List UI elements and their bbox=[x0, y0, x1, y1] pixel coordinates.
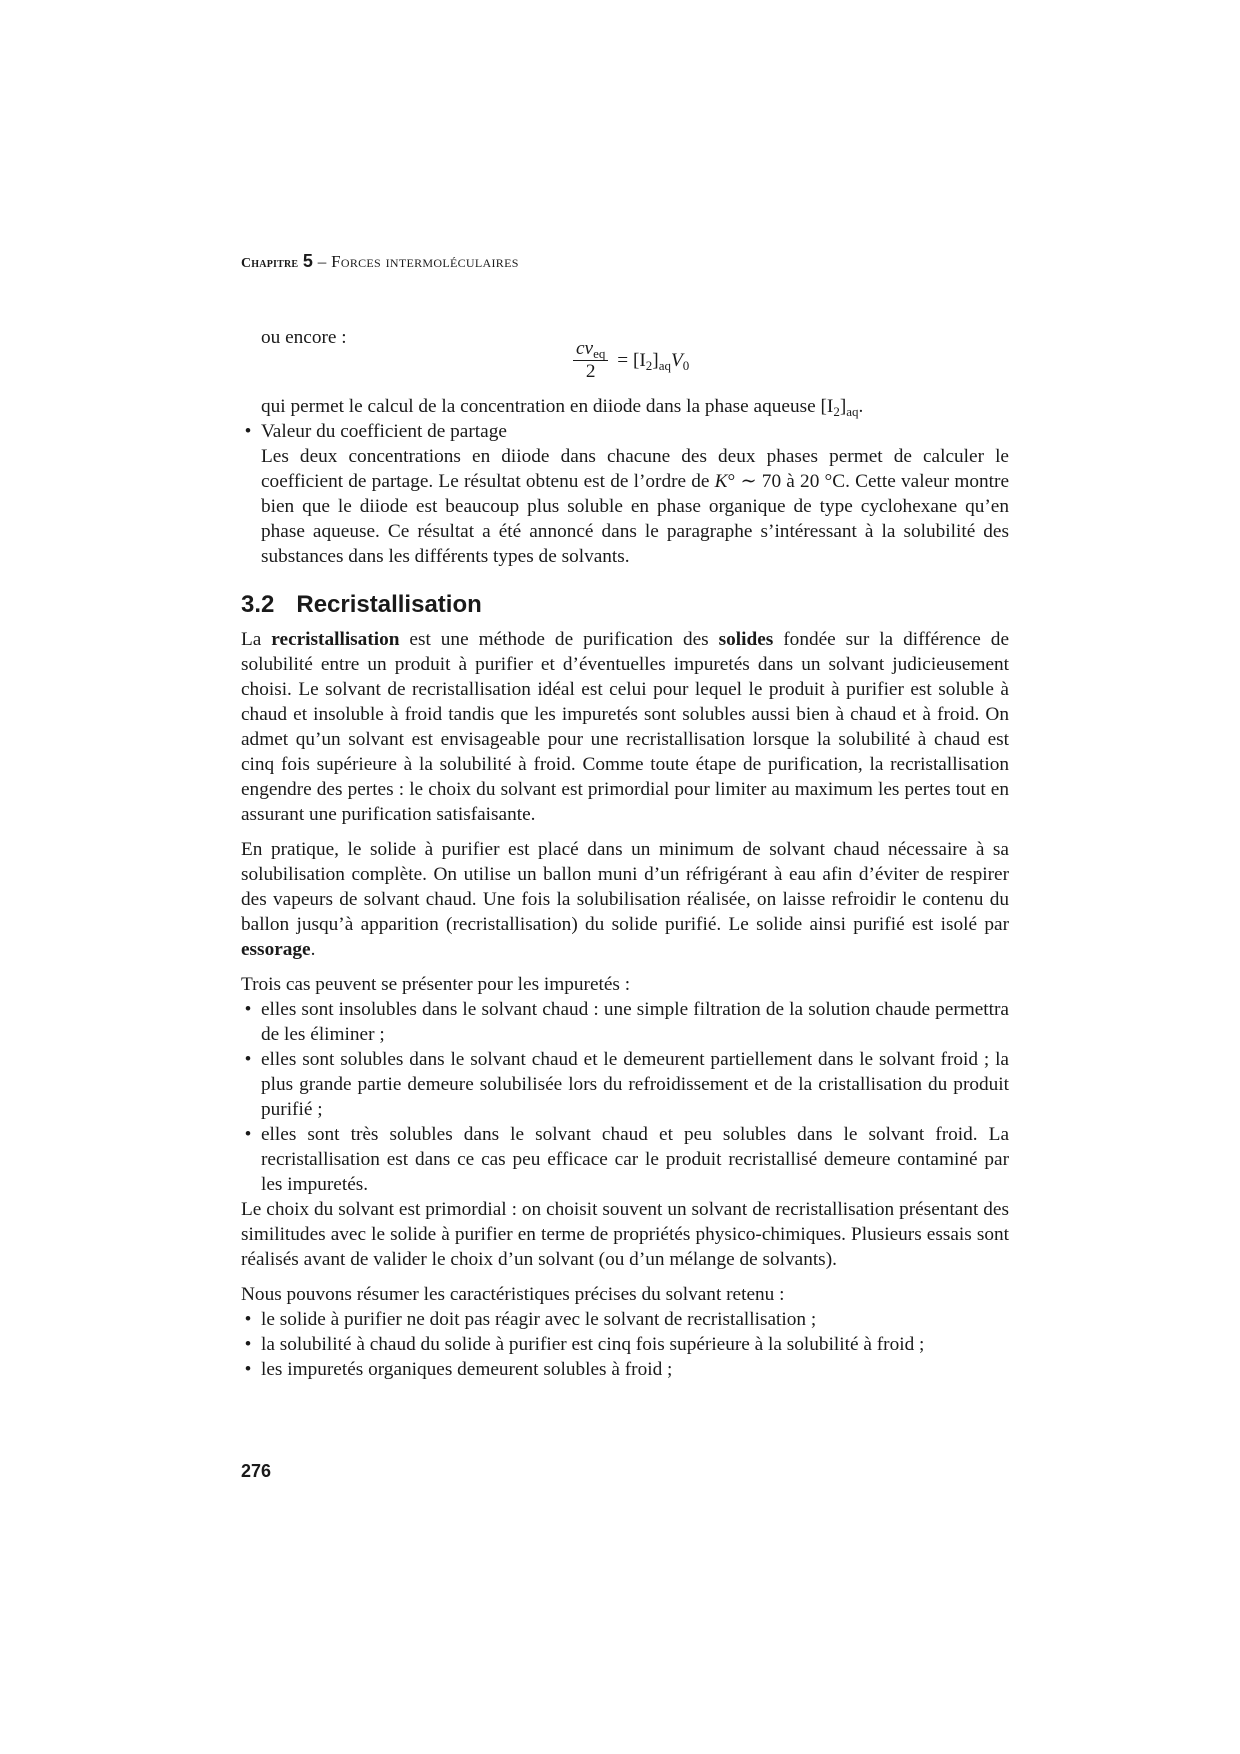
eq-rhs-sub-0: 0 bbox=[682, 358, 690, 373]
list-item: • la solubilité à chaud du solide à purifier est cinq fois supérieure à la solubilité à froid ; bbox=[244, 1334, 925, 1355]
characteristics-intro: Nous pouvons résumer les caractéristiques précises du solvant retenu : bbox=[241, 1284, 785, 1305]
bullet-partage bbox=[241, 419, 1009, 569]
section-heading bbox=[241, 591, 1009, 619]
after-formula-text: qui permet le calcul de la concentration en diiode dans la phase aqueuse $[I_2]_{aq}$. bbox=[261, 396, 864, 419]
eq-numerator: cv bbox=[576, 338, 594, 359]
eq-numerator-sub: eq bbox=[593, 346, 606, 361]
eq-rhs-open: [I bbox=[632, 350, 646, 371]
bullet-partage-title: Valeur du coefficient de partage bbox=[261, 421, 507, 442]
formula-intro: ou encore : bbox=[261, 327, 347, 348]
impurities-intro: Trois cas peuvent se présenter pour les impuretés : bbox=[241, 974, 631, 995]
section-number: 3.2 bbox=[241, 591, 275, 618]
running-header bbox=[241, 251, 519, 272]
equation bbox=[573, 338, 689, 383]
paragraph-definition: La recristallisation est une méthode de purification des solides fondée sur la différence de solubilité entre un produit à purifier et d’éventuelles impuretés dans un solvant judicieusement choisi. Le solvant de recristallisation idéal est celui pour lequel le produit à purifier est soluble à chaud et insoluble à froid tandis que les impuretés sont solubles aussi bien à chaud et à froid. On admet qu’un solvant est envisageable pour une recristallisation lorsque la solubilité à chaud est cinq fois supérieure à la solubilité à froid. Comme toute étape de purification, la recristallisation engendre des pertes : le choix du solvant est primordial pour limiter au maximum les pertes tout en assurant une purification satisfaisante. bbox=[241, 629, 1010, 825]
header-separator: – bbox=[317, 252, 327, 271]
equation-fraction bbox=[573, 338, 608, 383]
eq-rhs-close: ] bbox=[652, 350, 659, 371]
eq-equals: = bbox=[617, 350, 629, 371]
eq-rhs-sub-2: 2 bbox=[645, 358, 653, 373]
paragraph-practice: En pratique, le solide à purifier est placé dans un minimum de solvant chaud nécessaire à sa solubilisation complète. On utilise un ballon muni d’un réfrigérant à eau afin d’éviter de respirer des vapeurs de solvant chaud. Une fois la solubilisation réalisée, on laisse refroidir le contenu du ballon jusqu’à apparition (recristallisation) du solide purifié. Le solide ainsi purifié est isolé par essorage. bbox=[241, 839, 1009, 960]
page-body bbox=[241, 325, 1009, 1382]
section-title: Recristallisation bbox=[296, 591, 482, 618]
bullet-dot: • bbox=[244, 421, 252, 442]
chapter-number: 5 bbox=[302, 251, 314, 271]
eq-denominator: 2 bbox=[585, 361, 596, 382]
list-item: • le solide à purifier ne doit pas réagir avec le solvant de recristallisation ; bbox=[244, 1309, 817, 1330]
bullet-partage-text: Les deux concentrations en diiode dans chacune des deux phases permet de calculer le coefficient de partage. Le résultat obtenu est de l’ordre de K° ∼ 70 à 20 °C. Cette valeur montre bien que le diiode est beaucoup plus soluble en phase organique de type cyclohexane qu’en phase aqueuse. Ce résultat a été annoncé dans le paragraphe s’intéressant à la solubilité des substances dans les différents types de solvants. bbox=[261, 446, 1010, 567]
paragraph-solvent-choice: Le choix du solvant est primordial : on choisit souvent un solvant de recristallisation présentant des similitudes avec le solide à purifier en terme de propriétés physico-chimiques. Plusieurs essais sont réalisés avant de valider le choix d’un solvant (ou d’un mélange de solvants). bbox=[241, 1199, 1009, 1270]
eq-rhs-volume: V bbox=[670, 350, 683, 371]
chapter-title: Forces intermoléculaires bbox=[331, 252, 519, 271]
list-item: • elles sont très solubles dans le solvant chaud et peu solubles dans le solvant froid. La recristallisation est dans ce cas peu efficace car le produit recristallisé demeure contaminé par les impuretés. bbox=[244, 1124, 1009, 1195]
chapter-word: Chapitre bbox=[241, 256, 299, 271]
eq-rhs-sub-aq: aq bbox=[658, 358, 671, 373]
list-item: • les impuretés organiques demeurent solubles à froid ; bbox=[244, 1359, 673, 1380]
page-number: 276 bbox=[241, 1461, 272, 1481]
list-item: • elles sont insolubles dans le solvant chaud : une simple filtration de la solution chaude permettra de les éliminer ; bbox=[244, 999, 1009, 1045]
list-item: • elles sont solubles dans le solvant chaud et le demeurent partiellement dans le solvant froid ; la plus grande partie demeure solubilisée lors du refroidissement et de la cristallisation du produit purifié ; bbox=[244, 1049, 1009, 1120]
